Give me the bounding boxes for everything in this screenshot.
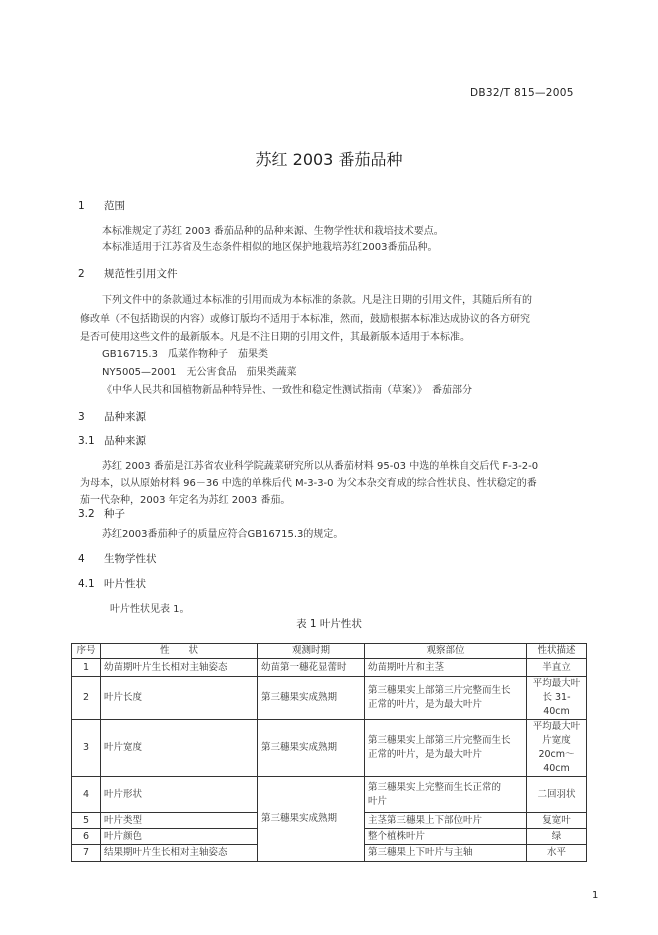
row-number: 3 — [72, 720, 101, 777]
table-row — [72, 777, 587, 813]
reference-item: NY5005—2001 无公害食品 茄果类蔬菜 — [102, 367, 297, 378]
paragraph: 叶片性状见表 1。 — [110, 604, 190, 615]
subsection-title: 品种来源 — [104, 435, 146, 447]
section-title: 规范性引用文件 — [104, 268, 178, 280]
header-cell: 观测时期 — [258, 644, 365, 659]
subsection-4-1-heading — [78, 576, 146, 591]
part-cell: 第三穗果上下叶片与主轴 — [365, 845, 527, 862]
paragraph: 本标准适用于江苏省及生态条件相似的地区保护地栽培苏红2003番茄品种。 — [102, 242, 438, 253]
table-row — [72, 659, 587, 677]
row-number: 6 — [72, 829, 101, 845]
desc-line: 片宽度 — [542, 735, 571, 746]
desc-cell: 绿 — [527, 829, 587, 845]
part-cell: 整个植株叶片 — [365, 829, 527, 845]
trait-cell: 叶片长度 — [101, 677, 258, 720]
trait-cell: 叶片颜色 — [101, 829, 258, 845]
part-line: 叶片 — [368, 795, 388, 807]
desc-cell: 半直立 — [527, 659, 587, 677]
trait-cell: 叶片宽度 — [101, 720, 258, 777]
row-number: 4 — [72, 777, 101, 813]
paragraph-line: 苏红 2003 番茄是江苏省农业科学院蔬菜研究所以从番茄材料 95-03 中选的单株自交后代 F-3-2-0 — [102, 461, 539, 472]
document-number: DB32/T 815—2005 — [470, 87, 574, 99]
desc-line: 20cm～40cm — [538, 749, 575, 774]
page-title: 苏红 2003 番茄品种 — [255, 150, 403, 169]
trait-cell: 叶片类型 — [101, 813, 258, 829]
row-number: 5 — [72, 813, 101, 829]
reference-item: 《中华人民共和国植物新品种特异性、一致性和稳定性测试指南（草案）》 番茄部分 — [102, 385, 472, 396]
part-cell — [365, 777, 527, 813]
period-cell: 第三穗果实成熟期 — [258, 720, 365, 777]
section-number: 1 — [78, 200, 85, 212]
desc-cell — [527, 677, 587, 720]
section-2-heading — [78, 266, 178, 281]
page-number: 1 — [592, 890, 599, 901]
part-cell — [365, 677, 527, 720]
part-line: 第三穗果实上部第三片完整而生长 — [368, 735, 511, 746]
desc-cell: 水平 — [527, 845, 587, 862]
paragraph-line: 下列文件中的条款通过本标准的引用而成为本标准的条款。凡是注日期的引用文件，其随后所有的 — [102, 295, 532, 306]
subsection-number: 3.1 — [78, 435, 95, 447]
part-line: 第三穗果实上部第三片完整而生长 — [368, 685, 511, 696]
table-row — [72, 720, 587, 777]
reference-item: GB16715.3 瓜菜作物种子 茄果类 — [102, 349, 268, 360]
desc-cell — [527, 720, 587, 777]
period-cell: 第三穗果实成熟期 — [258, 677, 365, 720]
period-cell: 第三穗果实成熟期 — [258, 777, 365, 862]
section-title: 生物学性状 — [104, 553, 157, 565]
subsection-title: 种子 — [104, 508, 125, 520]
part-cell — [365, 720, 527, 777]
section-number: 4 — [78, 553, 85, 565]
subsection-title: 叶片性状 — [104, 578, 146, 590]
table-caption: 表 1 叶片性状 — [296, 618, 362, 630]
paragraph-line: 茄一代杂种，2003 年定名为苏红 2003 番茄。 — [80, 495, 291, 506]
header-cell: 观察部位 — [365, 644, 527, 659]
desc-line: 平均最大叶 — [532, 678, 581, 689]
section-3-heading — [78, 409, 146, 424]
section-title: 范围 — [104, 200, 125, 212]
section-1-heading — [78, 198, 125, 213]
desc-line: 长 31-40cm — [542, 692, 571, 717]
subsection-3-1-heading — [78, 433, 146, 448]
leaf-traits-table — [71, 643, 587, 862]
row-number: 2 — [72, 677, 101, 720]
paragraph: 本标准规定了苏红 2003 番茄品种的品种来源、生物学性状和栽培技术要点。 — [102, 226, 444, 237]
section-number: 3 — [78, 411, 85, 423]
row-number: 1 — [72, 659, 101, 677]
section-number: 2 — [78, 268, 85, 280]
header-cell: 序号 — [72, 644, 101, 659]
paragraph-line: 为母本，以从原始材料 96－36 中选的单株后代 M-3-3-0 为父本杂交育成的综合性状良、性状稳定的番 — [80, 478, 537, 489]
trait-cell: 幼苗期叶片生长相对主轴姿态 — [101, 659, 258, 677]
header-cell: 性状描述 — [527, 644, 587, 659]
part-line: 正常的叶片，是为最大叶片 — [368, 699, 483, 710]
subsection-number: 3.2 — [78, 508, 95, 520]
desc-cell: 复宽叶 — [527, 813, 587, 829]
part-cell: 幼苗期叶片和主茎 — [365, 659, 527, 677]
part-line: 正常的叶片，是为最大叶片 — [368, 749, 483, 760]
part-cell: 主茎第三穗果上下部位叶片 — [365, 813, 527, 829]
paragraph-line: 修改单（不包括勘误的内容）或修订版均不适用于本标准，然而，鼓励根据本标准达成协议的各方研究 — [80, 314, 530, 325]
table-row — [72, 677, 587, 720]
desc-cell: 二回羽状 — [527, 777, 587, 813]
paragraph-line: 是否可使用这些文件的最新版本。凡是不注日期的引用文件，其最新版本适用于本标准。 — [80, 332, 470, 343]
subsection-number: 4.1 — [78, 578, 95, 590]
row-number: 7 — [72, 845, 101, 862]
trait-cell: 结果期叶片生长相对主轴姿态 — [101, 845, 258, 862]
period-cell: 幼苗第一穗花显蕾时 — [258, 659, 365, 677]
table-header-row — [72, 644, 587, 659]
trait-cell: 叶片形状 — [101, 777, 258, 813]
section-4-heading — [78, 551, 157, 566]
section-title: 品种来源 — [104, 411, 146, 423]
paragraph: 苏红2003番茄种子的质量应符合GB16715.3的规定。 — [102, 529, 344, 540]
header-cell: 性 状 — [101, 644, 258, 659]
part-line: 第三穗果实上完整而生长正常的 — [368, 781, 502, 793]
desc-line: 平均最大叶 — [532, 721, 581, 732]
subsection-3-2-heading — [78, 506, 125, 521]
